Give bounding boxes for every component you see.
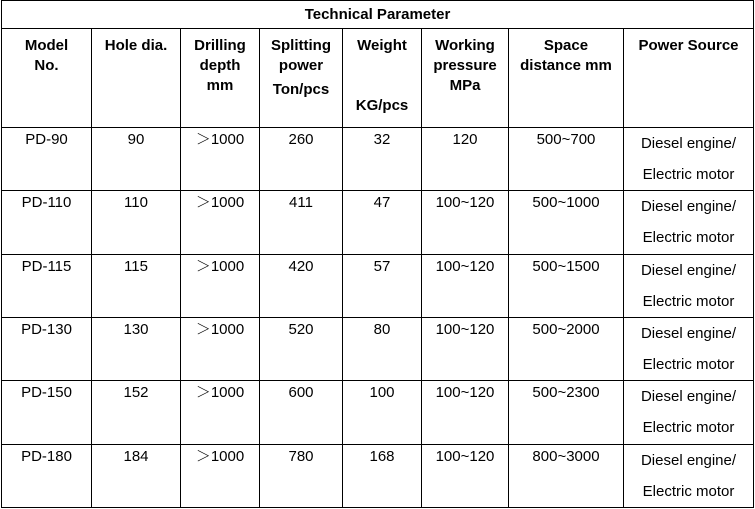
cell-drilling-depth: ＞1000 [181, 444, 260, 507]
power-source-line: Electric motor [642, 229, 735, 247]
header-working-pressure: Working pressure MPa [422, 29, 509, 128]
cell-power-source [624, 191, 754, 254]
header-drilling-depth: Drilling depth mm [181, 29, 260, 128]
cell-power-source [624, 317, 754, 380]
power-source-line: Diesel engine/ [640, 198, 737, 216]
cell-model-no: PD-110 [2, 191, 92, 254]
power-source-line: Electric motor [642, 165, 735, 183]
power-source-line: Diesel engine/ [640, 388, 737, 406]
table-row [2, 381, 754, 444]
table-row [2, 444, 754, 507]
power-source-line: Diesel engine/ [640, 134, 737, 152]
cell-splitting-power: 600 [260, 381, 343, 444]
power-source-line: Diesel engine/ [640, 324, 737, 342]
cell-space-distance: 500~700 [509, 127, 624, 190]
power-source-line: Electric motor [642, 419, 735, 437]
cell-drilling-depth: ＞1000 [181, 254, 260, 317]
cell-hole-dia: 110 [92, 191, 181, 254]
table-row [2, 127, 754, 190]
cell-weight: 57 [343, 254, 422, 317]
cell-working-pressure: 100~120 [422, 191, 509, 254]
cell-splitting-power: 420 [260, 254, 343, 317]
cell-working-pressure: 100~120 [422, 254, 509, 317]
table-title: Technical Parameter [2, 1, 754, 29]
table-row [2, 254, 754, 317]
cell-power-source [624, 381, 754, 444]
cell-hole-dia: 130 [92, 317, 181, 380]
cell-weight: 168 [343, 444, 422, 507]
cell-model-no: PD-115 [2, 254, 92, 317]
cell-splitting-power: 260 [260, 127, 343, 190]
cell-working-pressure: 100~120 [422, 317, 509, 380]
cell-hole-dia: 90 [92, 127, 181, 190]
title-row [2, 1, 754, 29]
cell-working-pressure: 120 [422, 127, 509, 190]
header-model-no: Model No. [2, 29, 92, 128]
cell-working-pressure: 100~120 [422, 444, 509, 507]
cell-working-pressure: 100~120 [422, 381, 509, 444]
cell-space-distance: 500~2000 [509, 317, 624, 380]
power-source-line: Electric motor [642, 292, 735, 310]
cell-model-no: PD-180 [2, 444, 92, 507]
cell-space-distance: 500~2300 [509, 381, 624, 444]
technical-parameter-table [1, 0, 754, 508]
cell-splitting-power: 780 [260, 444, 343, 507]
header-power-source: Power Source [624, 29, 754, 128]
cell-model-no: PD-130 [2, 317, 92, 380]
cell-space-distance: 500~1500 [509, 254, 624, 317]
cell-drilling-depth: ＞1000 [181, 127, 260, 190]
header-splitting-power: Splitting power Ton/pcs [260, 29, 343, 128]
header-space-distance: Space distance mm [509, 29, 624, 128]
power-source-line: Diesel engine/ [640, 451, 737, 469]
cell-space-distance: 800~3000 [509, 444, 624, 507]
cell-drilling-depth: ＞1000 [181, 317, 260, 380]
header-hole-dia: Hole dia. [92, 29, 181, 128]
cell-power-source [624, 127, 754, 190]
cell-weight: 32 [343, 127, 422, 190]
header-weight: Weight KG/pcs [343, 29, 422, 128]
cell-power-source [624, 444, 754, 507]
cell-drilling-depth: ＞1000 [181, 191, 260, 254]
table-row [2, 317, 754, 380]
power-source-line: Electric motor [642, 482, 735, 500]
cell-splitting-power: 411 [260, 191, 343, 254]
cell-power-source [624, 254, 754, 317]
cell-splitting-power: 520 [260, 317, 343, 380]
cell-hole-dia: 184 [92, 444, 181, 507]
cell-hole-dia: 115 [92, 254, 181, 317]
cell-weight: 100 [343, 381, 422, 444]
power-source-line: Diesel engine/ [640, 261, 737, 279]
cell-model-no: PD-150 [2, 381, 92, 444]
cell-space-distance: 500~1000 [509, 191, 624, 254]
cell-hole-dia: 152 [92, 381, 181, 444]
cell-weight: 80 [343, 317, 422, 380]
cell-model-no: PD-90 [2, 127, 92, 190]
table-row [2, 191, 754, 254]
cell-weight: 47 [343, 191, 422, 254]
power-source-line: Electric motor [642, 355, 735, 373]
header-row [2, 29, 754, 128]
cell-drilling-depth: ＞1000 [181, 381, 260, 444]
